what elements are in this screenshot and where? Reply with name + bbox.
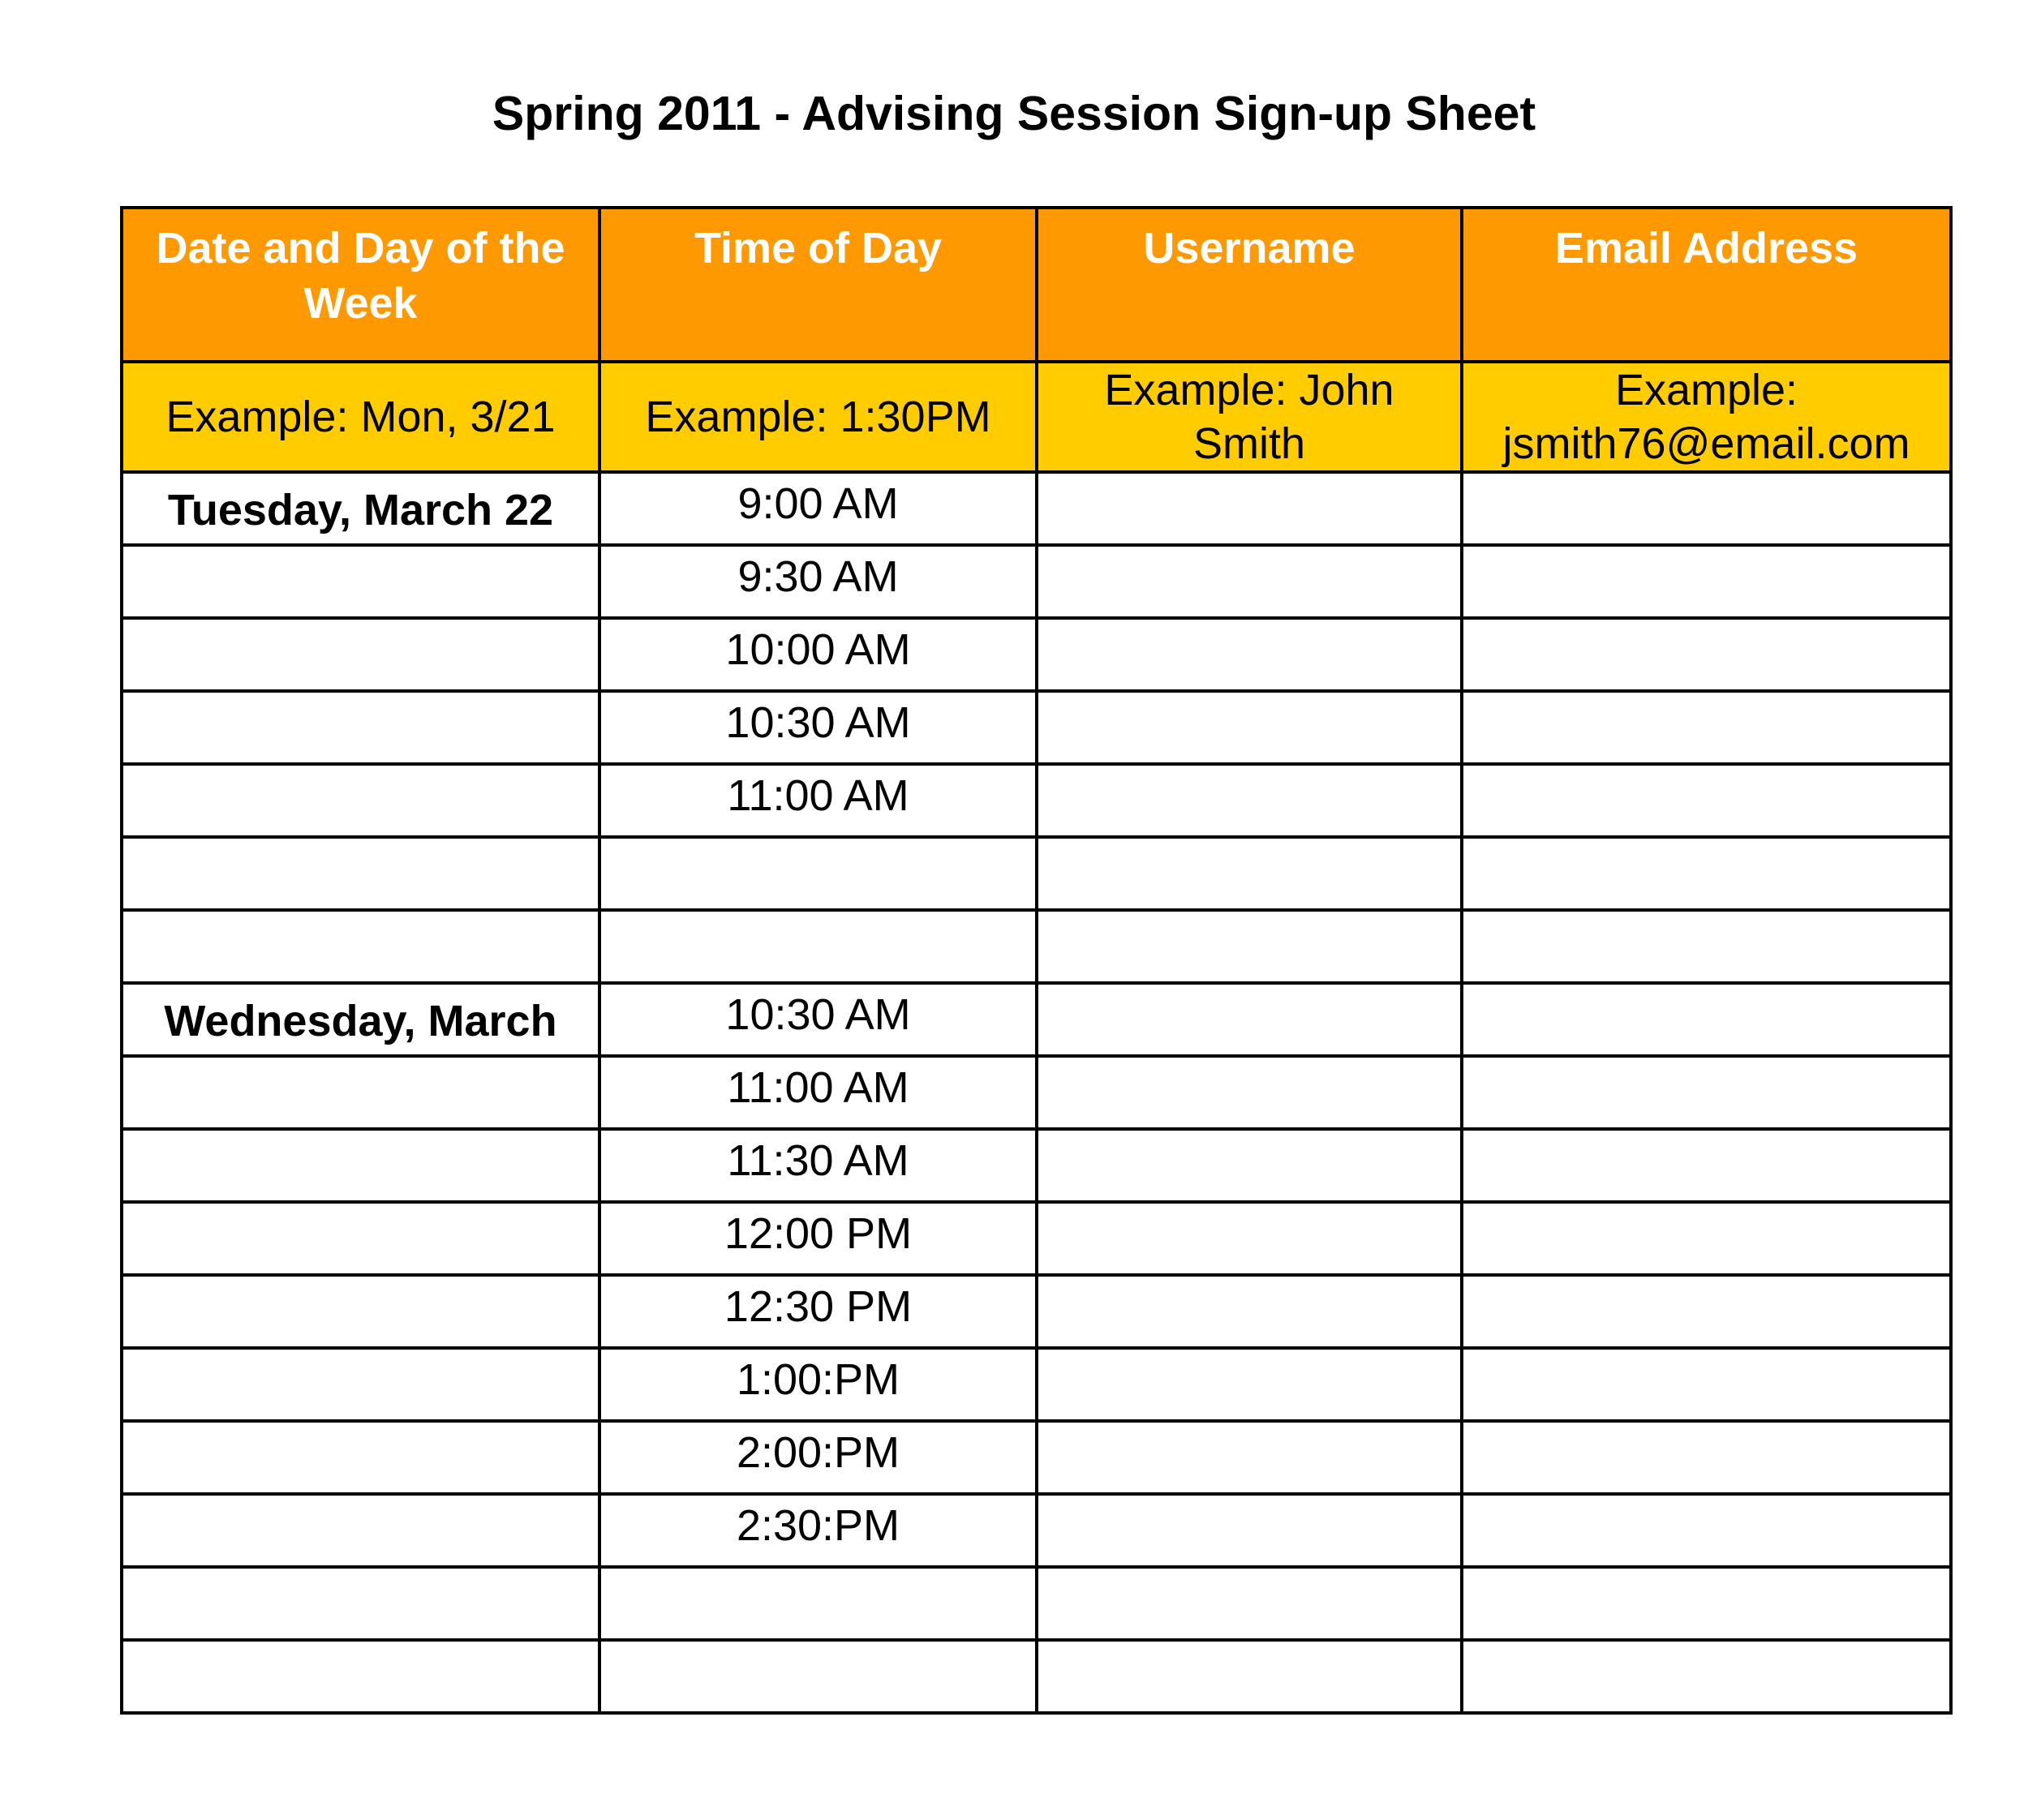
email-cell[interactable] (1462, 1275, 1951, 1348)
table-row (122, 691, 1951, 764)
time-cell: 9:30 AM (599, 545, 1037, 618)
username-cell[interactable] (1037, 1202, 1462, 1275)
table-row (122, 618, 1951, 691)
table-row (122, 1640, 1951, 1713)
email-cell[interactable] (1462, 472, 1951, 545)
time-cell: 11:30 AM (599, 1129, 1037, 1202)
table-row (122, 910, 1951, 983)
table-row (122, 1129, 1951, 1202)
username-cell[interactable] (1037, 837, 1462, 910)
table-row (122, 764, 1951, 837)
username-cell[interactable] (1037, 764, 1462, 837)
email-cell[interactable] (1462, 1640, 1951, 1713)
email-cell[interactable] (1462, 837, 1951, 910)
time-cell: 10:30 AM (599, 983, 1037, 1056)
email-cell[interactable] (1462, 910, 1951, 983)
username-cell[interactable] (1037, 1494, 1462, 1567)
header-date-day: Date and Day of the Week (122, 208, 599, 362)
username-cell[interactable] (1037, 1640, 1462, 1713)
date-cell (122, 1421, 599, 1494)
example-username: Example: John Smith (1037, 362, 1462, 472)
date-cell (122, 764, 599, 837)
header-username: Username (1037, 208, 1462, 362)
example-time: Example: 1:30PM (599, 362, 1037, 472)
username-cell[interactable] (1037, 618, 1462, 691)
username-cell[interactable] (1037, 910, 1462, 983)
table-row (122, 1421, 1951, 1494)
time-cell: 11:00 AM (599, 764, 1037, 837)
time-cell (599, 910, 1037, 983)
date-cell (122, 545, 599, 618)
signup-table (120, 206, 1953, 1715)
date-cell (122, 910, 599, 983)
email-cell[interactable] (1462, 1348, 1951, 1421)
page-title: Spring 2011 - Advising Session Sign-up Sheet (492, 87, 1536, 140)
username-cell[interactable] (1037, 983, 1462, 1056)
username-cell[interactable] (1037, 545, 1462, 618)
email-cell[interactable] (1462, 1567, 1951, 1640)
table-row (122, 1348, 1951, 1421)
date-cell (122, 1129, 599, 1202)
email-cell[interactable] (1462, 764, 1951, 837)
date-cell (122, 1056, 599, 1129)
email-cell[interactable] (1462, 1056, 1951, 1129)
date-cell (122, 691, 599, 764)
username-cell[interactable] (1037, 1056, 1462, 1129)
username-cell[interactable] (1037, 1421, 1462, 1494)
date-cell (122, 618, 599, 691)
header-row (122, 208, 1951, 362)
email-cell[interactable] (1462, 1494, 1951, 1567)
username-cell[interactable] (1037, 1348, 1462, 1421)
table-row (122, 1275, 1951, 1348)
header-email-address: Email Address (1462, 208, 1951, 362)
date-cell (122, 1640, 599, 1713)
email-cell[interactable] (1462, 983, 1951, 1056)
example-email: Example: jsmith76@email.com (1462, 362, 1951, 472)
date-cell: Wednesday, March (122, 983, 599, 1056)
username-cell[interactable] (1037, 472, 1462, 545)
email-cell[interactable] (1462, 1421, 1951, 1494)
time-cell (599, 1640, 1037, 1713)
table-row (122, 472, 1951, 545)
example-row (122, 362, 1951, 472)
table-row (122, 983, 1951, 1056)
date-cell (122, 1275, 599, 1348)
time-cell: 12:00 PM (599, 1202, 1037, 1275)
date-cell (122, 1348, 599, 1421)
username-cell[interactable] (1037, 691, 1462, 764)
email-cell[interactable] (1462, 1129, 1951, 1202)
email-cell[interactable] (1462, 691, 1951, 764)
table-row (122, 1567, 1951, 1640)
time-cell (599, 837, 1037, 910)
header-time-of-day: Time of Day (599, 208, 1037, 362)
time-cell: 9:00 AM (599, 472, 1037, 545)
date-cell (122, 837, 599, 910)
example-date: Example: Mon, 3/21 (122, 362, 599, 472)
time-cell (599, 1567, 1037, 1640)
username-cell[interactable] (1037, 1567, 1462, 1640)
email-cell[interactable] (1462, 618, 1951, 691)
time-cell: 1:00:PM (599, 1348, 1037, 1421)
time-cell: 12:30 PM (599, 1275, 1037, 1348)
table-row (122, 1056, 1951, 1129)
date-cell: Tuesday, March 22 (122, 472, 599, 545)
username-cell[interactable] (1037, 1129, 1462, 1202)
time-cell: 2:30:PM (599, 1494, 1037, 1567)
email-cell[interactable] (1462, 545, 1951, 618)
time-cell: 11:00 AM (599, 1056, 1037, 1129)
table-row (122, 545, 1951, 618)
time-cell: 2:00:PM (599, 1421, 1037, 1494)
date-cell (122, 1202, 599, 1275)
email-cell[interactable] (1462, 1202, 1951, 1275)
date-cell (122, 1567, 599, 1640)
time-cell: 10:30 AM (599, 691, 1037, 764)
date-cell (122, 1494, 599, 1567)
table-row (122, 1202, 1951, 1275)
table-row (122, 837, 1951, 910)
table-row (122, 1494, 1951, 1567)
time-cell: 10:00 AM (599, 618, 1037, 691)
username-cell[interactable] (1037, 1275, 1462, 1348)
